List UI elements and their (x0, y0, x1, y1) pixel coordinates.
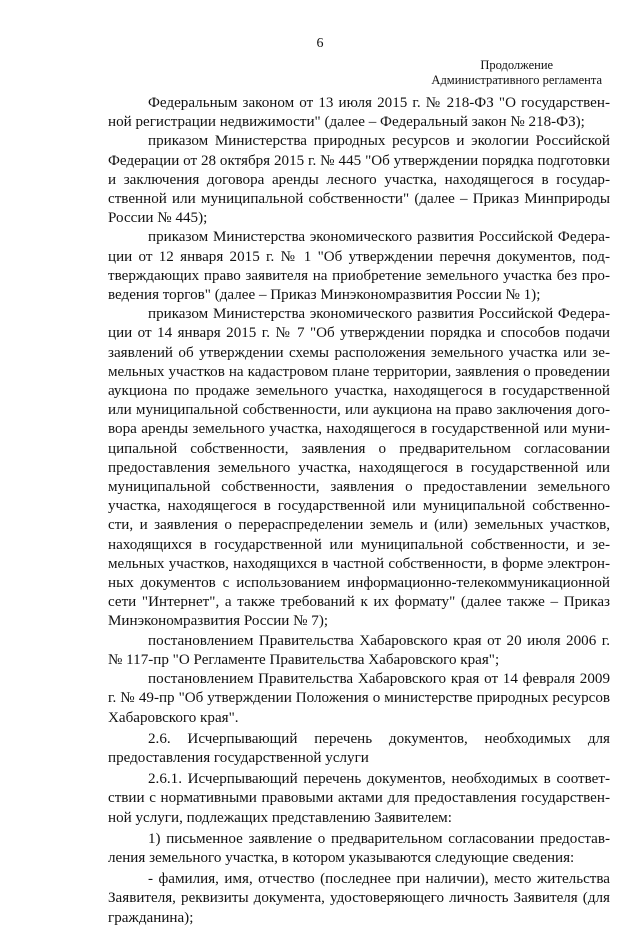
list-item-applicant-details: - фамилия, имя, отчество (последнее при наличии), место жительства Заявителя, реквизиты документа, удостоверяющего личность Заявителя (для гражданина); (108, 871, 610, 926)
continuation-header (431, 58, 602, 87)
paragraph-2-6-1: 2.6.1. Исчерпывающий перечень документов, необходимых в соответствии с нормативными правовыми актами для предоставления государственной услуги, подлежащих представлению Заявителем: (108, 771, 610, 826)
paragraph-order-445: приказом Министерства природных ресурсов и экологии Российской Федерации от 28 октября 2015 г. № 445 "Об утверждении порядка подготовки и заключения договора аренды лесного участка, находящегося в государственной или муниципальной собственности" (далее – Приказ Минприроды России № 445); (108, 133, 610, 227)
document-body (108, 94, 610, 928)
continuation-line-1: Продолжение (480, 58, 554, 72)
section-heading-2-6: 2.6. Исчерпывающий перечень документов, необходимых для предоставления государственной услуги (108, 730, 610, 766)
paragraph-order-7: приказом Министерства экономического развития Российской Федерации от 14 января 2015 г. № 7 "Об утверждении порядка и способов подачи заявлений об утверждении схемы расположения земельного участка или земельных участков на кадастровом плане территории, заявления о проведении аукциона по продаже земельного участка, находящегося в государственной или муниципальной собственности, или аукциона на право заключения договора аренды земельного участка, находящегося в государственной или муниципальной собственности, заявления о предварительном согласовании предоставления земельного участка, находящегося в государственной или муниципальной собственности, заявления о предоставлении земельного участка, находящегося в государственной или муниципальной собственности, и заявления о перераспределении земель и (или) земельных участков, находящихся в государственной или муниципальной собственности, и земельных участков, находящихся в частной собственности, в форме электронных документов с использованием информационно-телекоммуникационной сети "Интернет", а также требований к их формату" (далее также – Приказ Минэкономразвития России № 7); (108, 306, 610, 630)
list-item-1: 1) письменное заявление о предварительном согласовании предоставления земельного участка, в котором указываются следующие сведения: (108, 830, 610, 866)
continuation-line-2: Административного регламента (431, 72, 602, 87)
paragraph-federal-law-218: Федеральным законом от 13 июля 2015 г. № 218-ФЗ "О государственной регистрации недвижимости" (далее – Федеральный закон № 218-ФЗ); (108, 95, 610, 131)
paragraph-resolution-49: постановлением Правительства Хабаровского края от 14 февраля 2009 г. № 49-пр "Об утверждении Положения о министерстве природных ресурсов Хабаровского края". (108, 671, 610, 726)
page-number: 6 (316, 36, 324, 51)
paragraph-order-1: приказом Министерства экономического развития Российской Федерации от 12 января 2015 г. № 1 "Об утверждении перечня документов, подтверждающих право заявителя на приобретение земельного участка без проведения торгов" (далее – Приказ Минэкономразвития России № 1); (108, 229, 610, 304)
paragraph-resolution-117: постановлением Правительства Хабаровского края от 20 июля 2006 г. № 117-пр "О Регламенте Правительства Хабаровского края"; (108, 632, 610, 668)
